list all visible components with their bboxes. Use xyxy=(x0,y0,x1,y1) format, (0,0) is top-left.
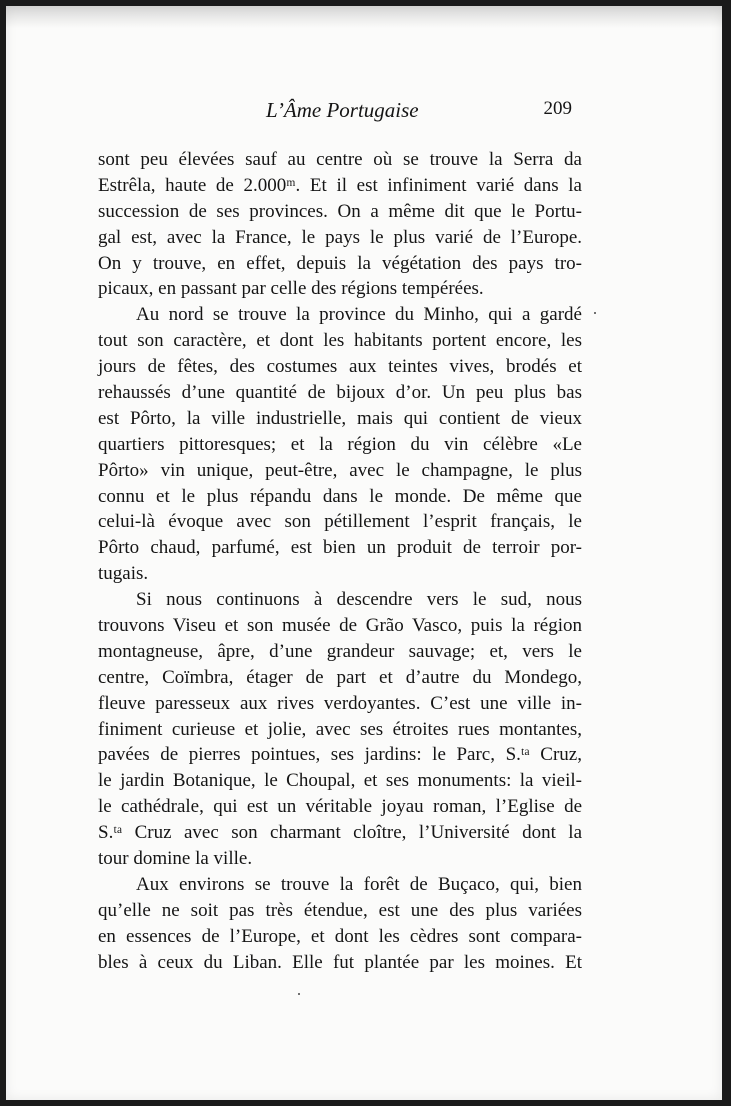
text-line: montagneuse, âpre, d’une grandeur sauvage; et, vers le xyxy=(98,640,582,662)
text-line: Pôrto chaud, parfumé, est bien un produit de terroir por- xyxy=(98,537,582,559)
text-line: gal est, avec la France, le pays le plus varié de l’Europe. xyxy=(98,226,582,248)
text-line: tout son caractère, et dont les habitants portent encore, les xyxy=(98,330,582,352)
page-header xyxy=(96,98,572,128)
text-line: fleuve paresseux aux rives verdoyantes. C’est une ville in- xyxy=(98,692,582,714)
text-line: finiment curieuse et jolie, avec ses étroites rues montantes, xyxy=(98,718,582,740)
text-line: pavées de pierres pointues, ses jardins: le Parc, S.ᵗᵃ Cruz, xyxy=(98,744,582,766)
text-line: Si nous continuons à descendre vers le sud, nous xyxy=(136,589,582,611)
paper-speck xyxy=(594,312,596,314)
paper-speck xyxy=(298,993,300,995)
text-line: connu et le plus répandu dans le monde. De même que xyxy=(98,485,582,507)
text-line: jours de fêtes, des costumes aux teintes vives, brodés et xyxy=(98,356,582,378)
text-line: Estrêla, haute de 2.000ᵐ. Et il est infiniment varié dans la xyxy=(98,174,582,196)
text-line: succession de ses provinces. On a même dit que le Portu- xyxy=(98,200,582,222)
text-line: est Pôrto, la ville industrielle, mais qui contient de vieux xyxy=(98,407,582,429)
text-line: bles à ceux du Liban. Elle fut plantée par les moines. Et xyxy=(98,951,582,973)
text-line: trouvons Viseu et son musée de Grão Vasco, puis la région xyxy=(98,615,582,637)
text-line: tour domine la ville. xyxy=(98,848,253,870)
text-line: On y trouve, en effet, depuis la végétation des pays tro- xyxy=(98,252,582,274)
text-line: tugais. xyxy=(98,563,149,585)
text-line: Au nord se trouve la province du Minho, qui a gardé xyxy=(136,304,582,326)
running-title: L’Âme Portugaise xyxy=(266,98,419,122)
text-line: quartiers pittoresques; et la région du vin célèbre «Le xyxy=(98,433,582,455)
body-text xyxy=(98,147,582,976)
text-line: le jardin Botanique, le Choupal, et ses monuments: la vieil- xyxy=(98,770,582,792)
text-line: picaux, en passant par celle des régions tempérées. xyxy=(98,278,484,300)
text-line: Pôrto» vin unique, peut-être, avec le champagne, le plus xyxy=(98,459,582,481)
text-line: qu’elle ne soit pas très étendue, est une des plus variées xyxy=(98,899,582,921)
text-line: centre, Coïmbra, étager de part et d’autre du Mondego, xyxy=(98,666,582,688)
text-line: Aux environs se trouve la forêt de Buçaco, qui, bien xyxy=(136,873,582,895)
page-number: 209 xyxy=(543,98,572,119)
text-line: le cathédrale, qui est un véritable joyau roman, l’Eglise de xyxy=(98,796,582,818)
page-top-shadow xyxy=(6,6,722,28)
book-page xyxy=(6,6,722,1100)
text-line: en essences de l’Europe, et dont les cèdres sont compara- xyxy=(98,925,582,947)
text-line: rehaussés d’une quantité de bijoux d’or. Un peu plus bas xyxy=(98,382,582,404)
text-line: celui-là évoque avec son pétillement l’esprit français, le xyxy=(98,511,582,533)
text-line: sont peu élevées sauf au centre où se trouve la Serra da xyxy=(98,149,582,170)
text-line: S.ᵗᵃ Cruz avec son charmant cloître, l’Université dont la xyxy=(98,822,582,844)
